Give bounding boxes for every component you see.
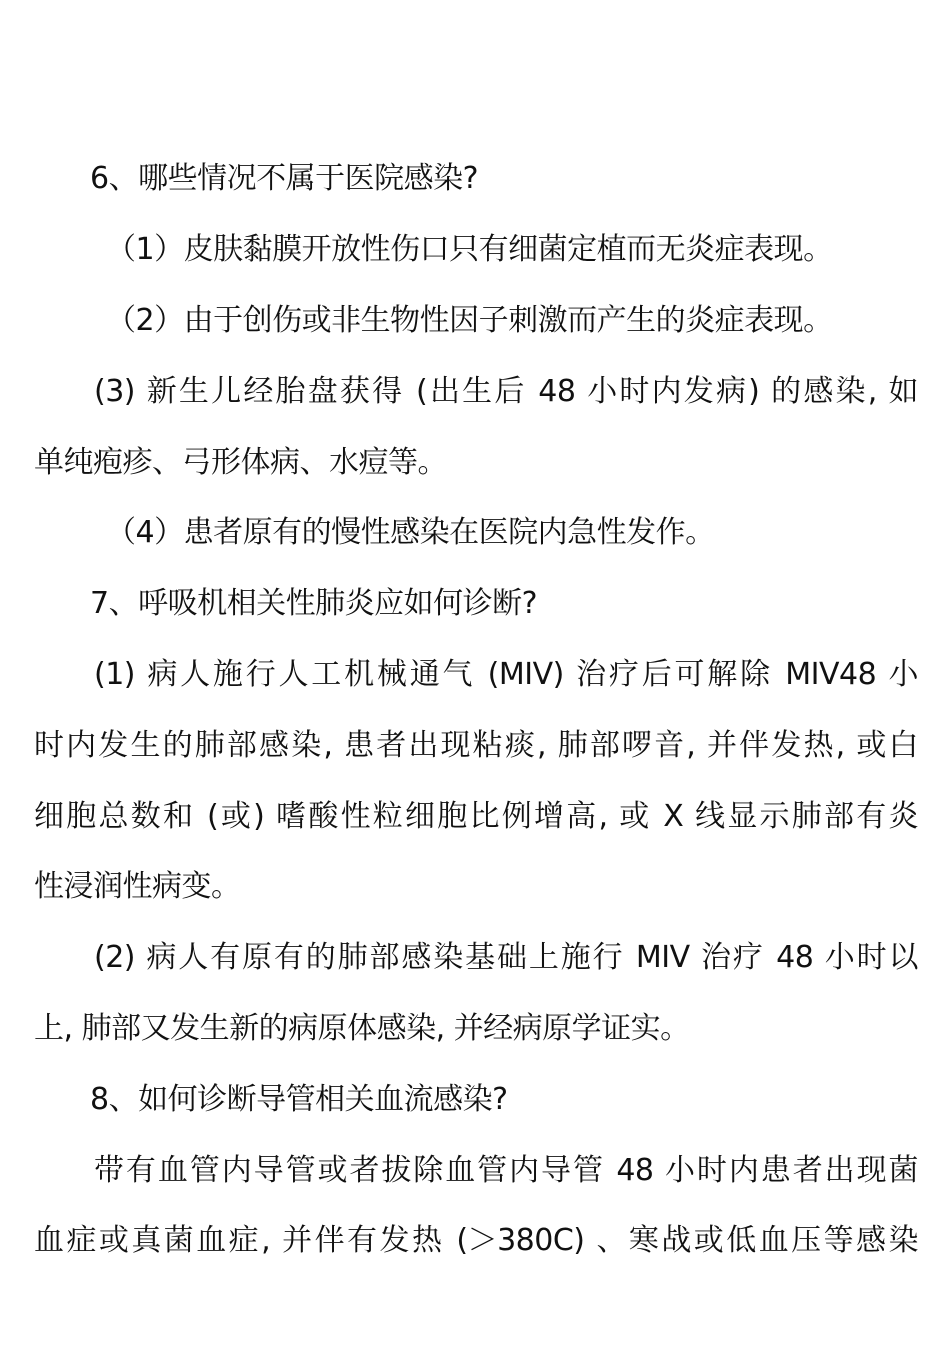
answer-6-item-2: （2）由于创伤或非生物性因子刺激而产生的炎症表现。 xyxy=(106,303,833,338)
answer-6-item-3-line-1: (3) 新生儿经胎盘获得 (出生后 48 小时内发病) 的感染, 如 xyxy=(94,374,918,409)
answer-7-item-1-line-2: 时内发生的肺部感染, 患者出现粘痰, 肺部啰音, 并伴发热, 或白 xyxy=(34,728,918,763)
answer-6-item-3-line-2: 单纯疱疹、弓形体病、水痘等。 xyxy=(34,445,447,480)
answer-7-item-1-line-4: 性浸润性病变。 xyxy=(34,869,241,904)
answer-7-item-2-line-1: (2) 病人有原有的肺部感染基础上施行 MIV 治疗 48 小时以 xyxy=(94,940,918,975)
answer-8-line-1: 带有血管内导管或者拔除血管内导管 48 小时内患者出现菌 xyxy=(94,1153,918,1188)
answer-7-item-1-line-3: 细胞总数和 (或) 嗜酸性粒细胞比例增高, 或 X 线显示肺部有炎 xyxy=(34,799,918,834)
question-8-heading: 8、如何诊断导管相关血流感染? xyxy=(90,1082,508,1117)
question-7-heading: 7、呼吸机相关性肺炎应如何诊断? xyxy=(90,586,538,621)
question-6-heading: 6、哪些情况不属于医院感染? xyxy=(90,161,479,196)
answer-8-line-2: 血症或真菌血症, 并伴有发热 (＞380C) 、寒战或低血压等感染 xyxy=(34,1223,918,1258)
answer-6-item-1: （1）皮肤黏膜开放性伤口只有细菌定植而无炎症表现。 xyxy=(106,232,833,267)
answer-6-item-4: （4）患者原有的慢性感染在医院内急性发作。 xyxy=(106,515,715,550)
answer-7-item-1-line-1: (1) 病人施行人工机械通气 (MIV) 治疗后可解除 MIV48 小 xyxy=(94,657,918,692)
answer-7-item-2-line-2: 上, 肺部又发生新的病原体感染, 并经病原学证实。 xyxy=(34,1011,690,1046)
